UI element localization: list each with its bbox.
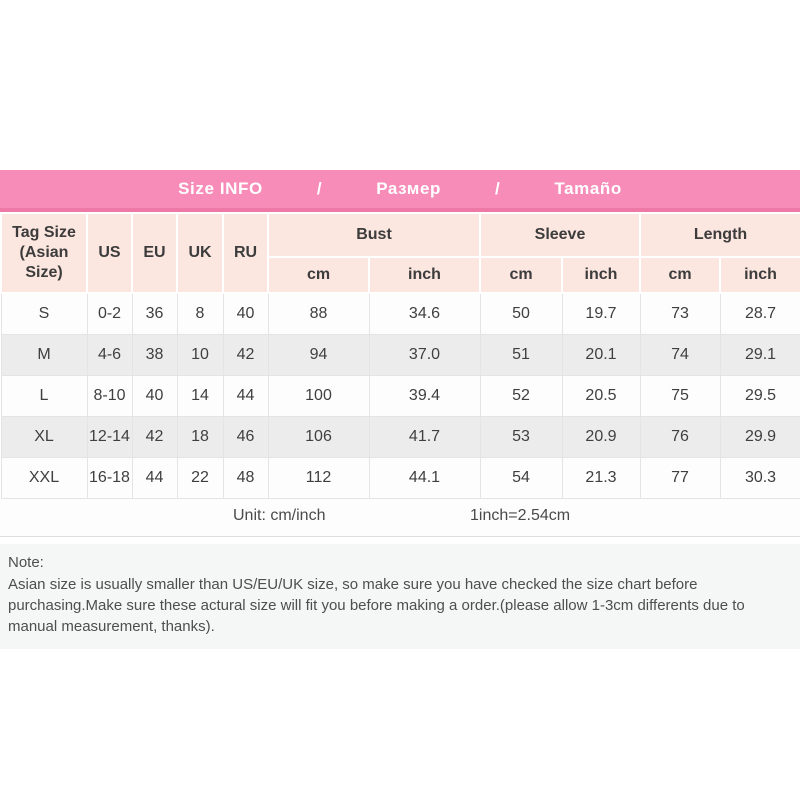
header-tag-size-line2: (Asian Size)	[19, 244, 69, 281]
header-uk: UK	[177, 213, 223, 293]
unit-label: Unit: cm/inch	[233, 507, 326, 524]
row-size-label: S	[1, 293, 87, 335]
table-cell: 44	[132, 458, 177, 499]
table-cell: 0-2	[87, 293, 132, 335]
table-cell: 20.5	[562, 376, 640, 417]
table-cell: 53	[480, 417, 562, 458]
header-tag-size	[1, 213, 87, 293]
header-tag-size-line1: Tag Size	[12, 224, 76, 241]
table-cell: 76	[640, 417, 720, 458]
table-cell: 12-14	[87, 417, 132, 458]
table-cell: 38	[132, 335, 177, 376]
header-bust-inch: inch	[369, 257, 480, 293]
table-cell: 106	[268, 417, 369, 458]
table-cell: 48	[223, 458, 268, 499]
row-size-label: XL	[1, 417, 87, 458]
table-cell: 37.0	[369, 335, 480, 376]
note-section	[0, 544, 800, 649]
banner-separator: /	[495, 179, 501, 198]
header-sleeve-cm: cm	[480, 257, 562, 293]
table-cell: 41.7	[369, 417, 480, 458]
table-cell: 73	[640, 293, 720, 335]
banner-title-en: Size INFO	[178, 179, 263, 198]
size-info-banner	[0, 170, 800, 212]
header-us: US	[87, 213, 132, 293]
banner-separator: /	[316, 179, 323, 198]
table-cell: 8	[177, 293, 223, 335]
table-cell: 20.1	[562, 335, 640, 376]
header-ru: RU	[223, 213, 268, 293]
banner-title-es: Tamaño	[554, 179, 622, 198]
row-size-label: M	[1, 335, 87, 376]
table-cell: 29.9	[720, 417, 800, 458]
table-row-s	[1, 293, 800, 335]
header-length: Length	[640, 213, 800, 257]
table-row-m	[1, 335, 800, 376]
header-bust: Bust	[268, 213, 480, 257]
table-cell: 50	[480, 293, 562, 335]
table-cell: 21.3	[562, 458, 640, 499]
table-cell: 94	[268, 335, 369, 376]
table-cell: 40	[223, 293, 268, 335]
header-sleeve-inch: inch	[562, 257, 640, 293]
table-cell: 75	[640, 376, 720, 417]
table-cell: 10	[177, 335, 223, 376]
table-cell: 36	[132, 293, 177, 335]
table-cell: 42	[223, 335, 268, 376]
table-cell: 28.7	[720, 293, 800, 335]
table-cell: 4-6	[87, 335, 132, 376]
banner-title-ru: Размер	[376, 179, 442, 198]
size-chart-table	[0, 212, 800, 499]
table-cell: 77	[640, 458, 720, 499]
table-cell: 44.1	[369, 458, 480, 499]
note-title: Note:	[8, 554, 44, 571]
table-cell: 40	[132, 376, 177, 417]
table-cell: 88	[268, 293, 369, 335]
header-length-cm: cm	[640, 257, 720, 293]
table-cell: 112	[268, 458, 369, 499]
table-cell: 52	[480, 376, 562, 417]
table-cell: 8-10	[87, 376, 132, 417]
table-cell: 100	[268, 376, 369, 417]
table-cell: 46	[223, 417, 268, 458]
table-cell: 16-18	[87, 458, 132, 499]
header-bust-cm: cm	[268, 257, 369, 293]
table-cell: 30.3	[720, 458, 800, 499]
row-size-label: XXL	[1, 458, 87, 499]
table-row-l	[1, 376, 800, 417]
table-row-xl	[1, 417, 800, 458]
table-cell: 54	[480, 458, 562, 499]
row-size-label: L	[1, 376, 87, 417]
table-cell: 29.5	[720, 376, 800, 417]
table-cell: 42	[132, 417, 177, 458]
note-body: Asian size is usually smaller than US/EU/UK size, so make sure you have checked the size chart before purchasing.Make sure these actural size will fit you before making a order.(please allow 1-3cm differents due to manual measurement, thanks).	[8, 576, 745, 635]
table-cell: 20.9	[562, 417, 640, 458]
table-row-xxl	[1, 458, 800, 499]
table-cell: 22	[177, 458, 223, 499]
table-cell: 29.1	[720, 335, 800, 376]
header-eu: EU	[132, 213, 177, 293]
table-cell: 34.6	[369, 293, 480, 335]
table-cell: 51	[480, 335, 562, 376]
table-cell: 74	[640, 335, 720, 376]
table-cell: 44	[223, 376, 268, 417]
inch-conversion-label: 1inch=2.54cm	[470, 507, 571, 524]
table-cell: 19.7	[562, 293, 640, 335]
header-sleeve: Sleeve	[480, 213, 640, 257]
table-cell: 18	[177, 417, 223, 458]
unit-footer-row	[0, 499, 800, 537]
size-chart-sheet	[0, 170, 800, 649]
header-length-inch: inch	[720, 257, 800, 293]
table-cell: 39.4	[369, 376, 480, 417]
table-cell: 14	[177, 376, 223, 417]
